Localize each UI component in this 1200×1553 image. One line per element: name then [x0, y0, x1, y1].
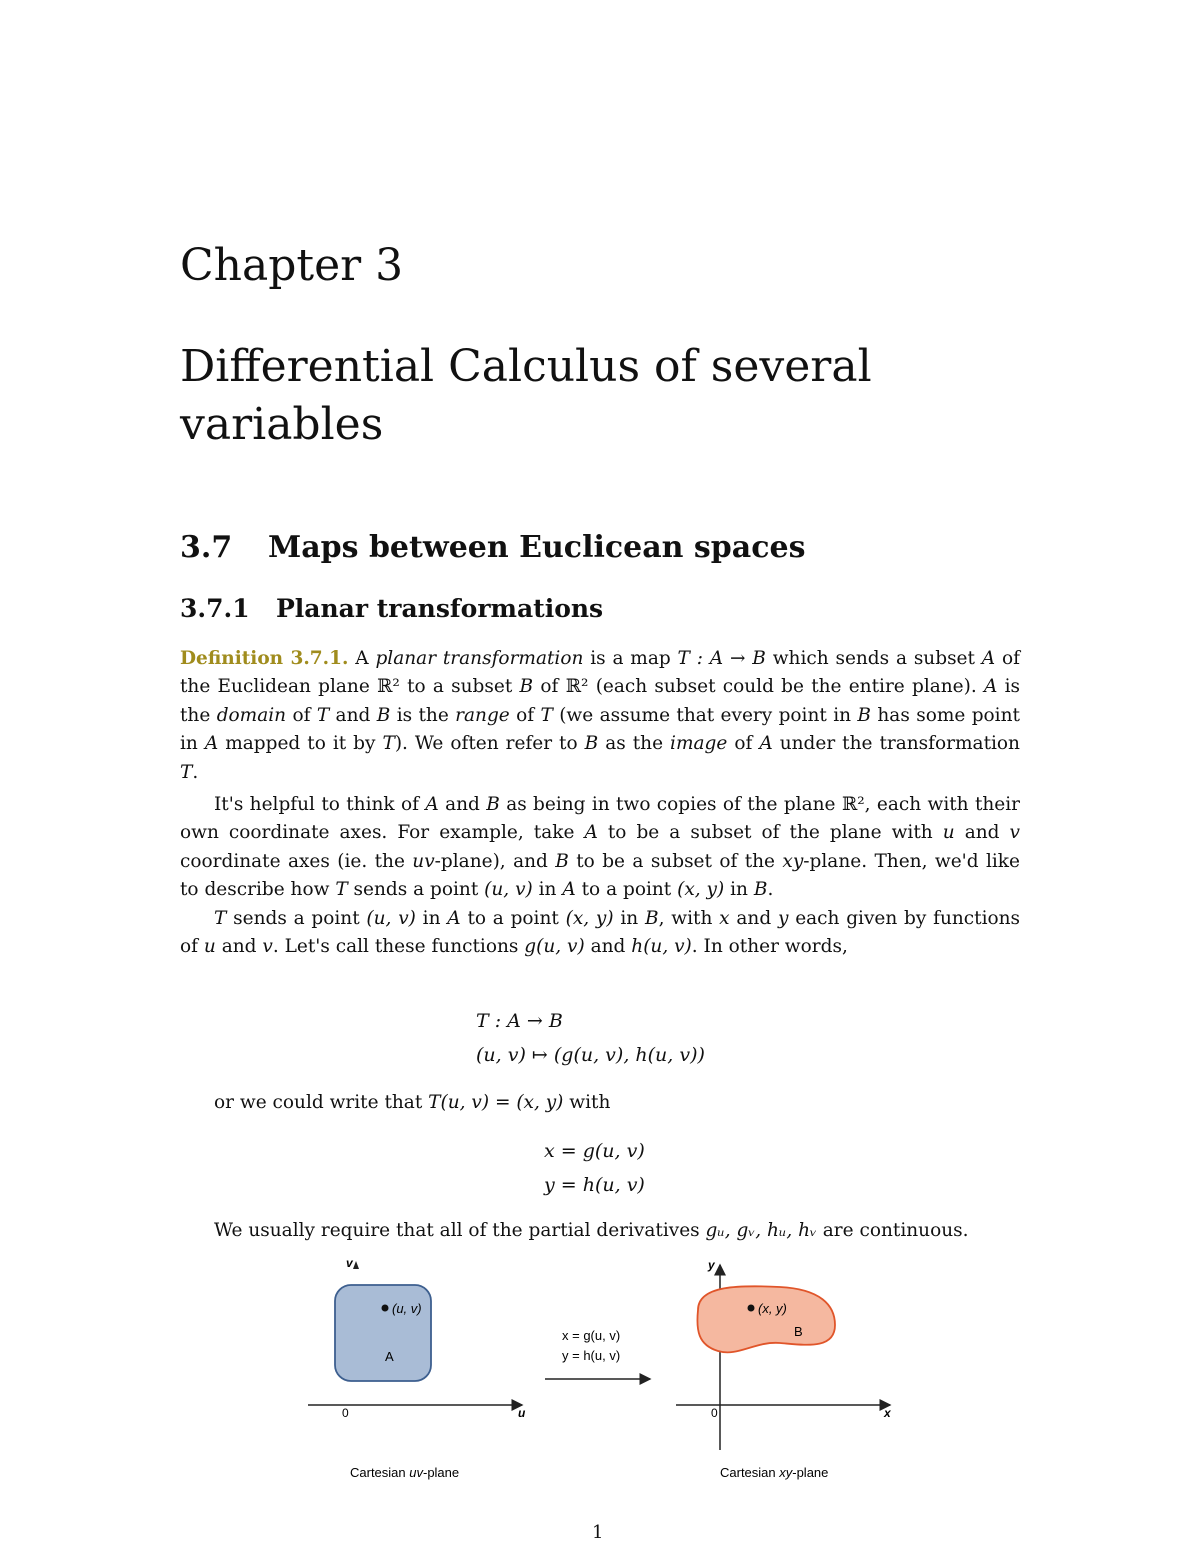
- right-origin-label: 0: [711, 1406, 718, 1420]
- math-A: A: [759, 733, 773, 755]
- uv-point-dot: [382, 1305, 389, 1312]
- math-y: y: [777, 908, 789, 929]
- math-B: B: [376, 704, 391, 726]
- text: are continuous.: [822, 1220, 969, 1241]
- chapter-title: Differential Calculus of several variables: [180, 341, 872, 450]
- page-number: 1: [592, 1522, 604, 1543]
- text: with: [569, 1092, 611, 1113]
- math-A: A: [981, 648, 996, 669]
- text: in: [538, 879, 557, 901]
- math-T: T: [316, 704, 330, 726]
- math-A: A: [562, 879, 576, 901]
- math-T-equals: T(u, v) = (x, y): [428, 1092, 564, 1113]
- math-A: A: [983, 676, 998, 698]
- text: -plane), and: [434, 850, 548, 872]
- text: in: [422, 908, 441, 929]
- x-axis-label: x: [884, 1406, 891, 1420]
- display-eq-x: x = g(u, v): [544, 1140, 645, 1162]
- partials-line: [214, 1220, 969, 1241]
- math-v: v: [262, 936, 273, 958]
- text: and: [221, 936, 257, 958]
- math-xy-point: (x, y): [565, 908, 614, 929]
- body-paragraph-3: [180, 905, 1020, 962]
- display-eq-y: y = h(u, v): [544, 1174, 645, 1196]
- math-R2: ℝ²: [841, 794, 865, 815]
- caption-xy: xy: [779, 1465, 793, 1480]
- subsection-title: Planar transformations: [276, 594, 604, 623]
- subsection-heading: [180, 594, 603, 623]
- math-xy: xy: [782, 850, 804, 872]
- term-domain: domain: [216, 704, 287, 726]
- text: , with: [658, 908, 713, 929]
- def-text: of: [540, 676, 559, 698]
- subsection-number: 3.7.1: [180, 594, 250, 623]
- math-T: T: [335, 879, 348, 901]
- caption-uv: uv: [409, 1465, 423, 1480]
- text: coordinate axes (ie. the: [180, 850, 405, 872]
- term-planar-transformation: planar transformation: [375, 648, 584, 669]
- text: . In other words,: [691, 936, 848, 958]
- chapter-label: Chapter 3: [180, 240, 404, 291]
- v-axis-label: v: [346, 1256, 353, 1270]
- math-A: A: [584, 822, 598, 844]
- math-B: B: [555, 850, 569, 872]
- math-v: v: [1009, 822, 1020, 844]
- right-caption: [720, 1465, 828, 1480]
- def-text: of: [734, 733, 753, 755]
- left-caption: [350, 1465, 459, 1480]
- display-eq-mapsto: (u, v) ↦ (g(u, v), h(u, v)): [476, 1044, 705, 1066]
- def-text: of: [292, 704, 311, 726]
- def-text: ). We often refer to: [394, 733, 578, 755]
- def-text: and: [335, 704, 371, 726]
- section-title: Maps between Euclicean spaces: [268, 530, 806, 565]
- text: as being in two copies of the plane: [506, 794, 836, 815]
- text: or we could write that: [214, 1092, 423, 1113]
- math-T: T: [540, 704, 553, 726]
- caption-text: -plane: [792, 1465, 829, 1480]
- math-T: T: [382, 733, 395, 755]
- caption-text: Cartesian: [350, 1465, 410, 1480]
- math-partials: gᵤ, gᵥ, hᵤ, hᵥ: [705, 1220, 817, 1241]
- def-text: is the: [180, 676, 1021, 726]
- text: to a point: [467, 908, 559, 929]
- region-a-label: A: [385, 1349, 394, 1364]
- def-text: has some point in: [180, 704, 1020, 755]
- definition-label: Definition 3.7.1.: [180, 648, 349, 669]
- uv-point-label: (u, v): [392, 1301, 422, 1316]
- text: and: [445, 794, 480, 815]
- transformation-figure: [300, 1255, 900, 1485]
- def-text: is the: [396, 704, 449, 726]
- text: and: [736, 908, 772, 929]
- math-R2: ℝ²: [565, 676, 589, 698]
- math-B: B: [857, 704, 872, 726]
- text: to be a subset of the plane with: [607, 822, 933, 844]
- math-uv-point: (u, v): [366, 908, 416, 929]
- region-b: [697, 1286, 835, 1352]
- math-B: B: [645, 908, 659, 929]
- u-axis-label: u: [518, 1406, 526, 1420]
- def-text: which sends a subset: [772, 648, 975, 669]
- section-number: 3.7: [180, 530, 233, 565]
- math-B: B: [753, 879, 768, 901]
- def-text: under the transformation: [779, 733, 1020, 755]
- text: , each with their own coordinate axes. For example, take: [180, 794, 1020, 844]
- term-image: image: [670, 733, 728, 755]
- math-T: T: [214, 908, 227, 929]
- text: in: [730, 879, 748, 901]
- text: -plane. Then, we'd like to describe how: [180, 850, 1020, 901]
- def-text: (each subset could be the entire plane).: [595, 676, 977, 698]
- math-A: A: [447, 908, 461, 929]
- def-text: A: [355, 648, 369, 669]
- def-text: .: [192, 761, 199, 783]
- xy-point-label: (x, y): [758, 1301, 787, 1316]
- text: We usually require that all of the partial derivatives: [214, 1220, 700, 1241]
- math-B: B: [519, 676, 534, 698]
- math-g: g(u, v): [524, 936, 585, 958]
- region-a: [335, 1285, 431, 1381]
- math-R2: ℝ²: [377, 676, 400, 698]
- text: in: [620, 908, 639, 929]
- math-u: u: [942, 822, 955, 844]
- def-text: of the Euclidean plane: [180, 648, 1020, 698]
- def-text: to a subset: [407, 676, 513, 698]
- math-uv: uv: [412, 850, 435, 872]
- text: It's helpful to think of: [214, 794, 419, 815]
- or-line: [214, 1092, 610, 1113]
- def-text: as the: [605, 733, 664, 755]
- math-h: h(u, v): [631, 936, 692, 958]
- math-x: x: [719, 908, 730, 929]
- display-eq-map: T : A → B: [476, 1010, 563, 1032]
- math-A: A: [425, 794, 439, 815]
- math-A: A: [204, 733, 219, 755]
- region-b-label: B: [794, 1324, 803, 1339]
- y-axis-label: y: [708, 1258, 715, 1272]
- math-B: B: [486, 794, 500, 815]
- body-paragraph-2: [180, 791, 1020, 905]
- def-text: of: [516, 704, 535, 726]
- text: to be a subset of the: [576, 850, 776, 872]
- xy-point-dot: [748, 1305, 755, 1312]
- text: to a point: [581, 879, 672, 901]
- caption-text: Cartesian: [720, 1465, 780, 1480]
- math-uv-point: (u, v): [484, 879, 533, 901]
- math-xy-point: (x, y): [677, 879, 725, 901]
- def-text: (we assume that every point in: [559, 704, 852, 726]
- text: sends a point: [353, 879, 479, 901]
- definition-paragraph: [180, 645, 1020, 787]
- def-text: is a map: [590, 648, 671, 669]
- map-label-x: x = g(u, v): [562, 1328, 621, 1343]
- text: and: [590, 936, 626, 958]
- text: each given by functions of: [180, 908, 1021, 958]
- left-origin-label: 0: [342, 1406, 349, 1420]
- v-axis-arrow: [353, 1261, 359, 1269]
- term-range: range: [455, 704, 510, 726]
- section-heading: [180, 530, 805, 565]
- math-B: B: [584, 733, 599, 755]
- map-expression: T : A → B: [677, 648, 766, 669]
- text: and: [964, 822, 1000, 844]
- text: .: [767, 879, 774, 901]
- caption-text: -plane: [422, 1465, 460, 1480]
- math-T: T: [180, 761, 193, 783]
- def-text: mapped to it by: [225, 733, 376, 755]
- text: sends a point: [233, 908, 360, 929]
- map-label-y: y = h(u, v): [562, 1348, 621, 1363]
- math-u: u: [203, 936, 216, 958]
- text: . Let's call these functions: [272, 936, 519, 958]
